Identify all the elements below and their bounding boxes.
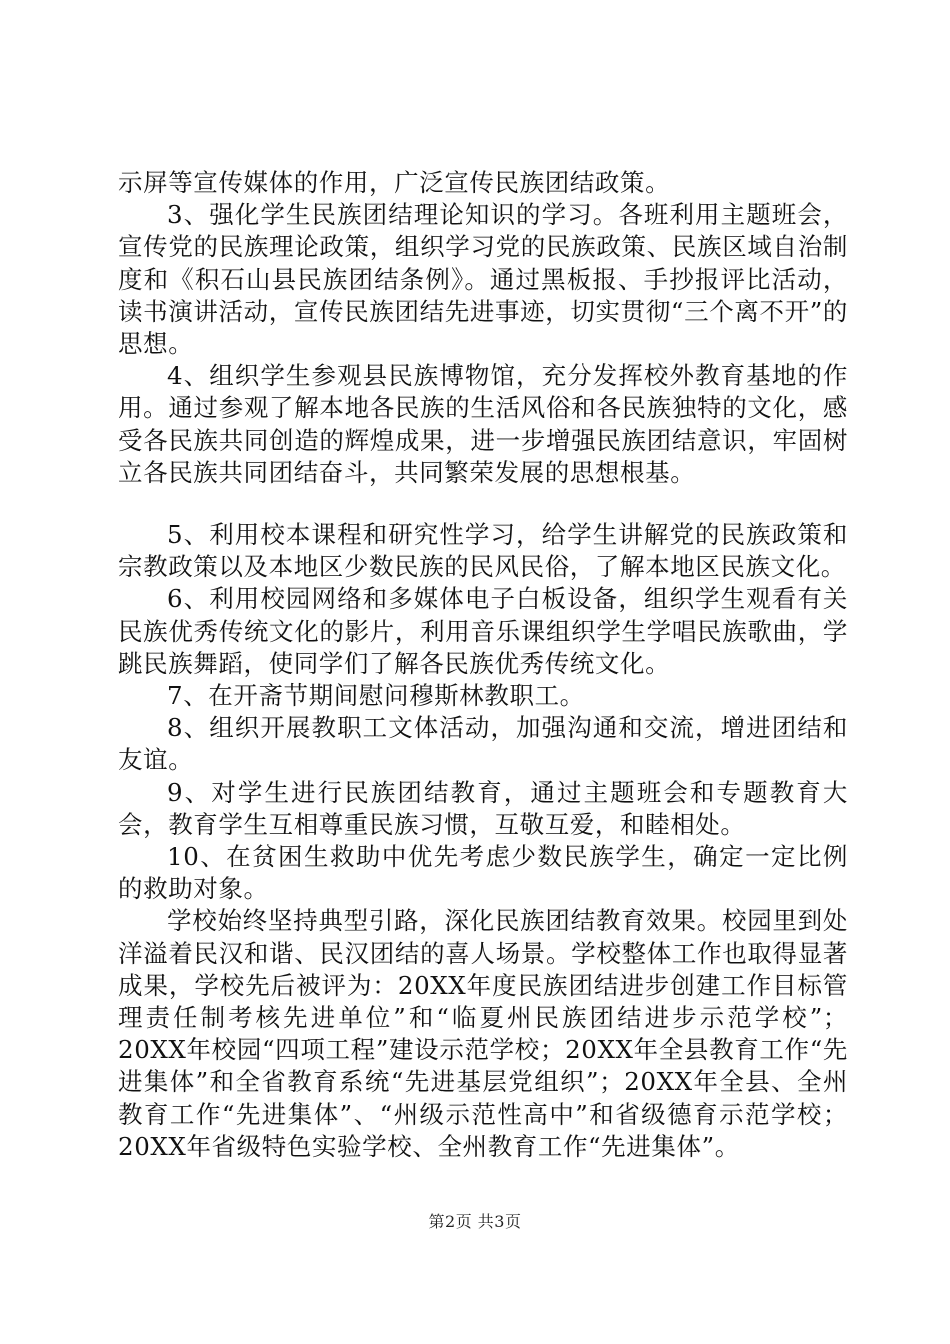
paragraph-item-6: 6、利用校园网络和多媒体电子白板设备，组织学生观看有关民族优秀传统文化的影片，利用音乐课组织学生学唱民族歌曲，学跳民族舞蹈，使同学们了解各民族优秀传统文化。	[118, 584, 848, 678]
paragraph-continuation: 示屏等宣传媒体的作用，广泛宣传民族团结政策。	[118, 168, 671, 197]
paragraph-item-8: 8、组织开展教职工文体活动，加强沟通和交流，增进团结和友谊。	[118, 713, 848, 775]
document-body	[118, 167, 848, 1163]
paragraph-summary: 学校始终坚持典型引路，深化民族团结教育效果。校园里到处洋溢着民汉和谐、民汉团结的喜人场景。学校整体工作也取得显著成果，学校先后被评为：20XX年度民族团结进步创建工作目标管理责任制考核先进单位”和“临夏州民族团结进步示范学校”；20XX年校园“四项工程”建设示范学校；20XX年全县教育工作“先进集体”和全省教育系统“先进基层党组织”；20XX年全县、全州教育工作“先进集体”、“州级示范性高中”和省级德育示范学校；20XX年省级特色实验学校、全州教育工作“先进集体”。	[118, 906, 848, 1161]
paragraph-item-9: 9、对学生进行民族团结教育，通过主题班会和专题教育大会，教育学生互相尊重民族习惯，互敬互爱，和睦相处。	[118, 777, 848, 839]
paragraph-item-7: 7、在开斋节期间慰问穆斯林教职工。	[167, 681, 585, 711]
page-number-footer: 第2页 共3页	[428, 1212, 522, 1231]
paragraph-item-5: 5、利用校本课程和研究性学习，给学生讲解党的民族政策和宗教政策以及本地区少数民族的民风民俗，了解本地区民族文化。	[118, 520, 848, 582]
paragraph-item-3: 3、强化学生民族团结理论知识的学习。各班利用主题班会，宣传党的民族理论政策，组织学习党的民族政策、民族区域自治制度和《积石山县民族团结条例》。通过黑板报、手抄报评比活动，读书演讲活动，宣传民族团结先进事迹，切实贯彻“三个离不开”的思想。	[118, 200, 848, 359]
paragraph-item-10: 10、在贫困生救助中优先考虑少数民族学生，确定一定比例的救助对象。	[118, 842, 848, 904]
paragraph-item-4: 4、组织学生参观县民族博物馆，充分发挥校外教育基地的作用。通过参观了解本地各民族的生活风俗和各民族独特的文化，感受各民族共同创造的辉煌成果，进一步增强民族团结意识，牢固树立各民族共同团结奋斗，共同繁荣发展的思想根基。	[118, 361, 848, 487]
